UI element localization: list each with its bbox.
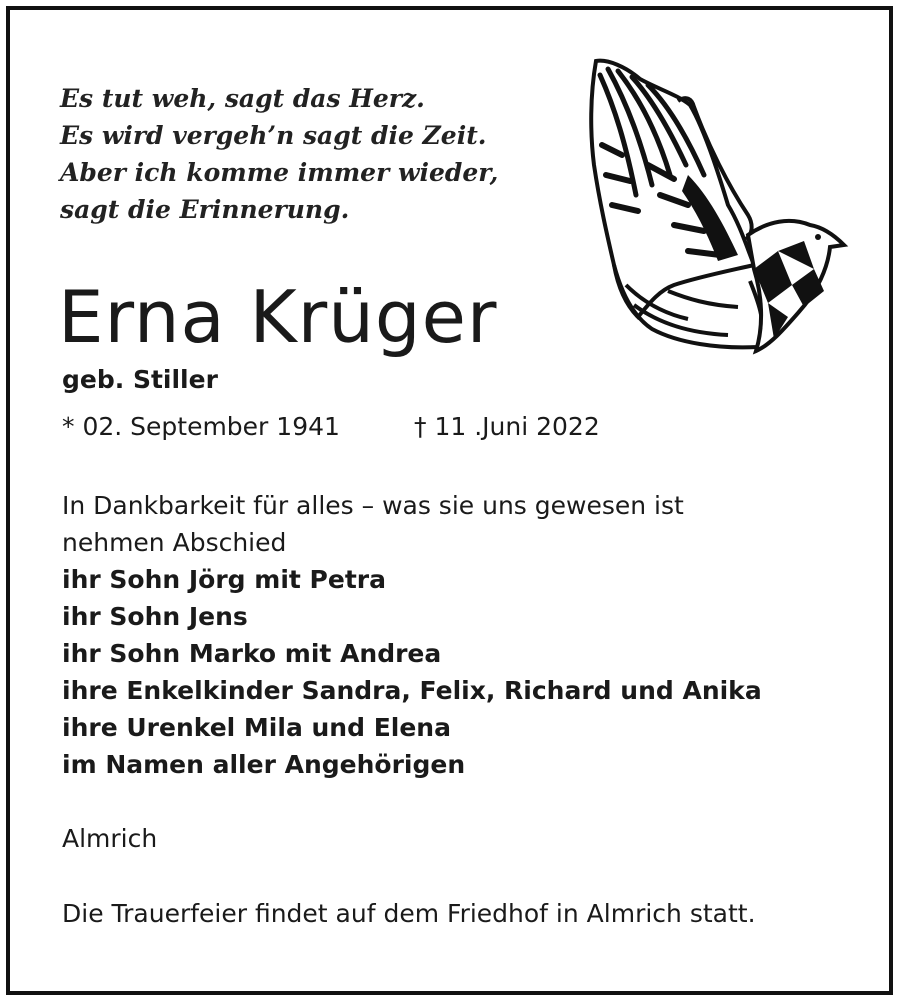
mourner-line: ihre Enkelkinder Sandra, Felix, Richard und Anika [62, 676, 762, 705]
poem-line: Aber ich komme immer wieder, [60, 158, 499, 187]
deceased-name: Erna Krüger [58, 275, 498, 359]
poem [60, 80, 498, 228]
intro-line: nehmen Abschied [62, 528, 287, 557]
mourner-line: ihr Sohn Marko mit Andrea [62, 639, 442, 668]
praying-hands-with-dove-icon [578, 55, 850, 355]
death-date: † 11 .Juni 2022 [414, 412, 600, 441]
poem-line: Es wird vergeh’n sagt die Zeit. [60, 121, 487, 150]
intro-line: In Dankbarkeit für alles – was sie uns gewesen ist [62, 491, 684, 520]
poem-line: Es tut weh, sagt das Herz. [60, 84, 425, 113]
place: Almrich [62, 824, 158, 853]
mourner-line: ihr Sohn Jens [62, 602, 248, 631]
mourner-line: ihre Urenkel Mila und Elena [62, 713, 451, 742]
ceremony-info: Die Trauerfeier findet auf dem Friedhof in Almrich statt. [62, 899, 756, 928]
life-dates [62, 410, 600, 444]
mourner-line: ihr Sohn Jörg mit Petra [62, 565, 386, 594]
poem-line: sagt die Erinnerung. [60, 195, 350, 224]
maiden-name: geb. Stiller [62, 365, 218, 394]
birth-date: * 02. September 1941 [62, 412, 340, 441]
farewell-text [62, 487, 762, 783]
mourner-line: im Namen aller Angehörigen [62, 750, 466, 779]
